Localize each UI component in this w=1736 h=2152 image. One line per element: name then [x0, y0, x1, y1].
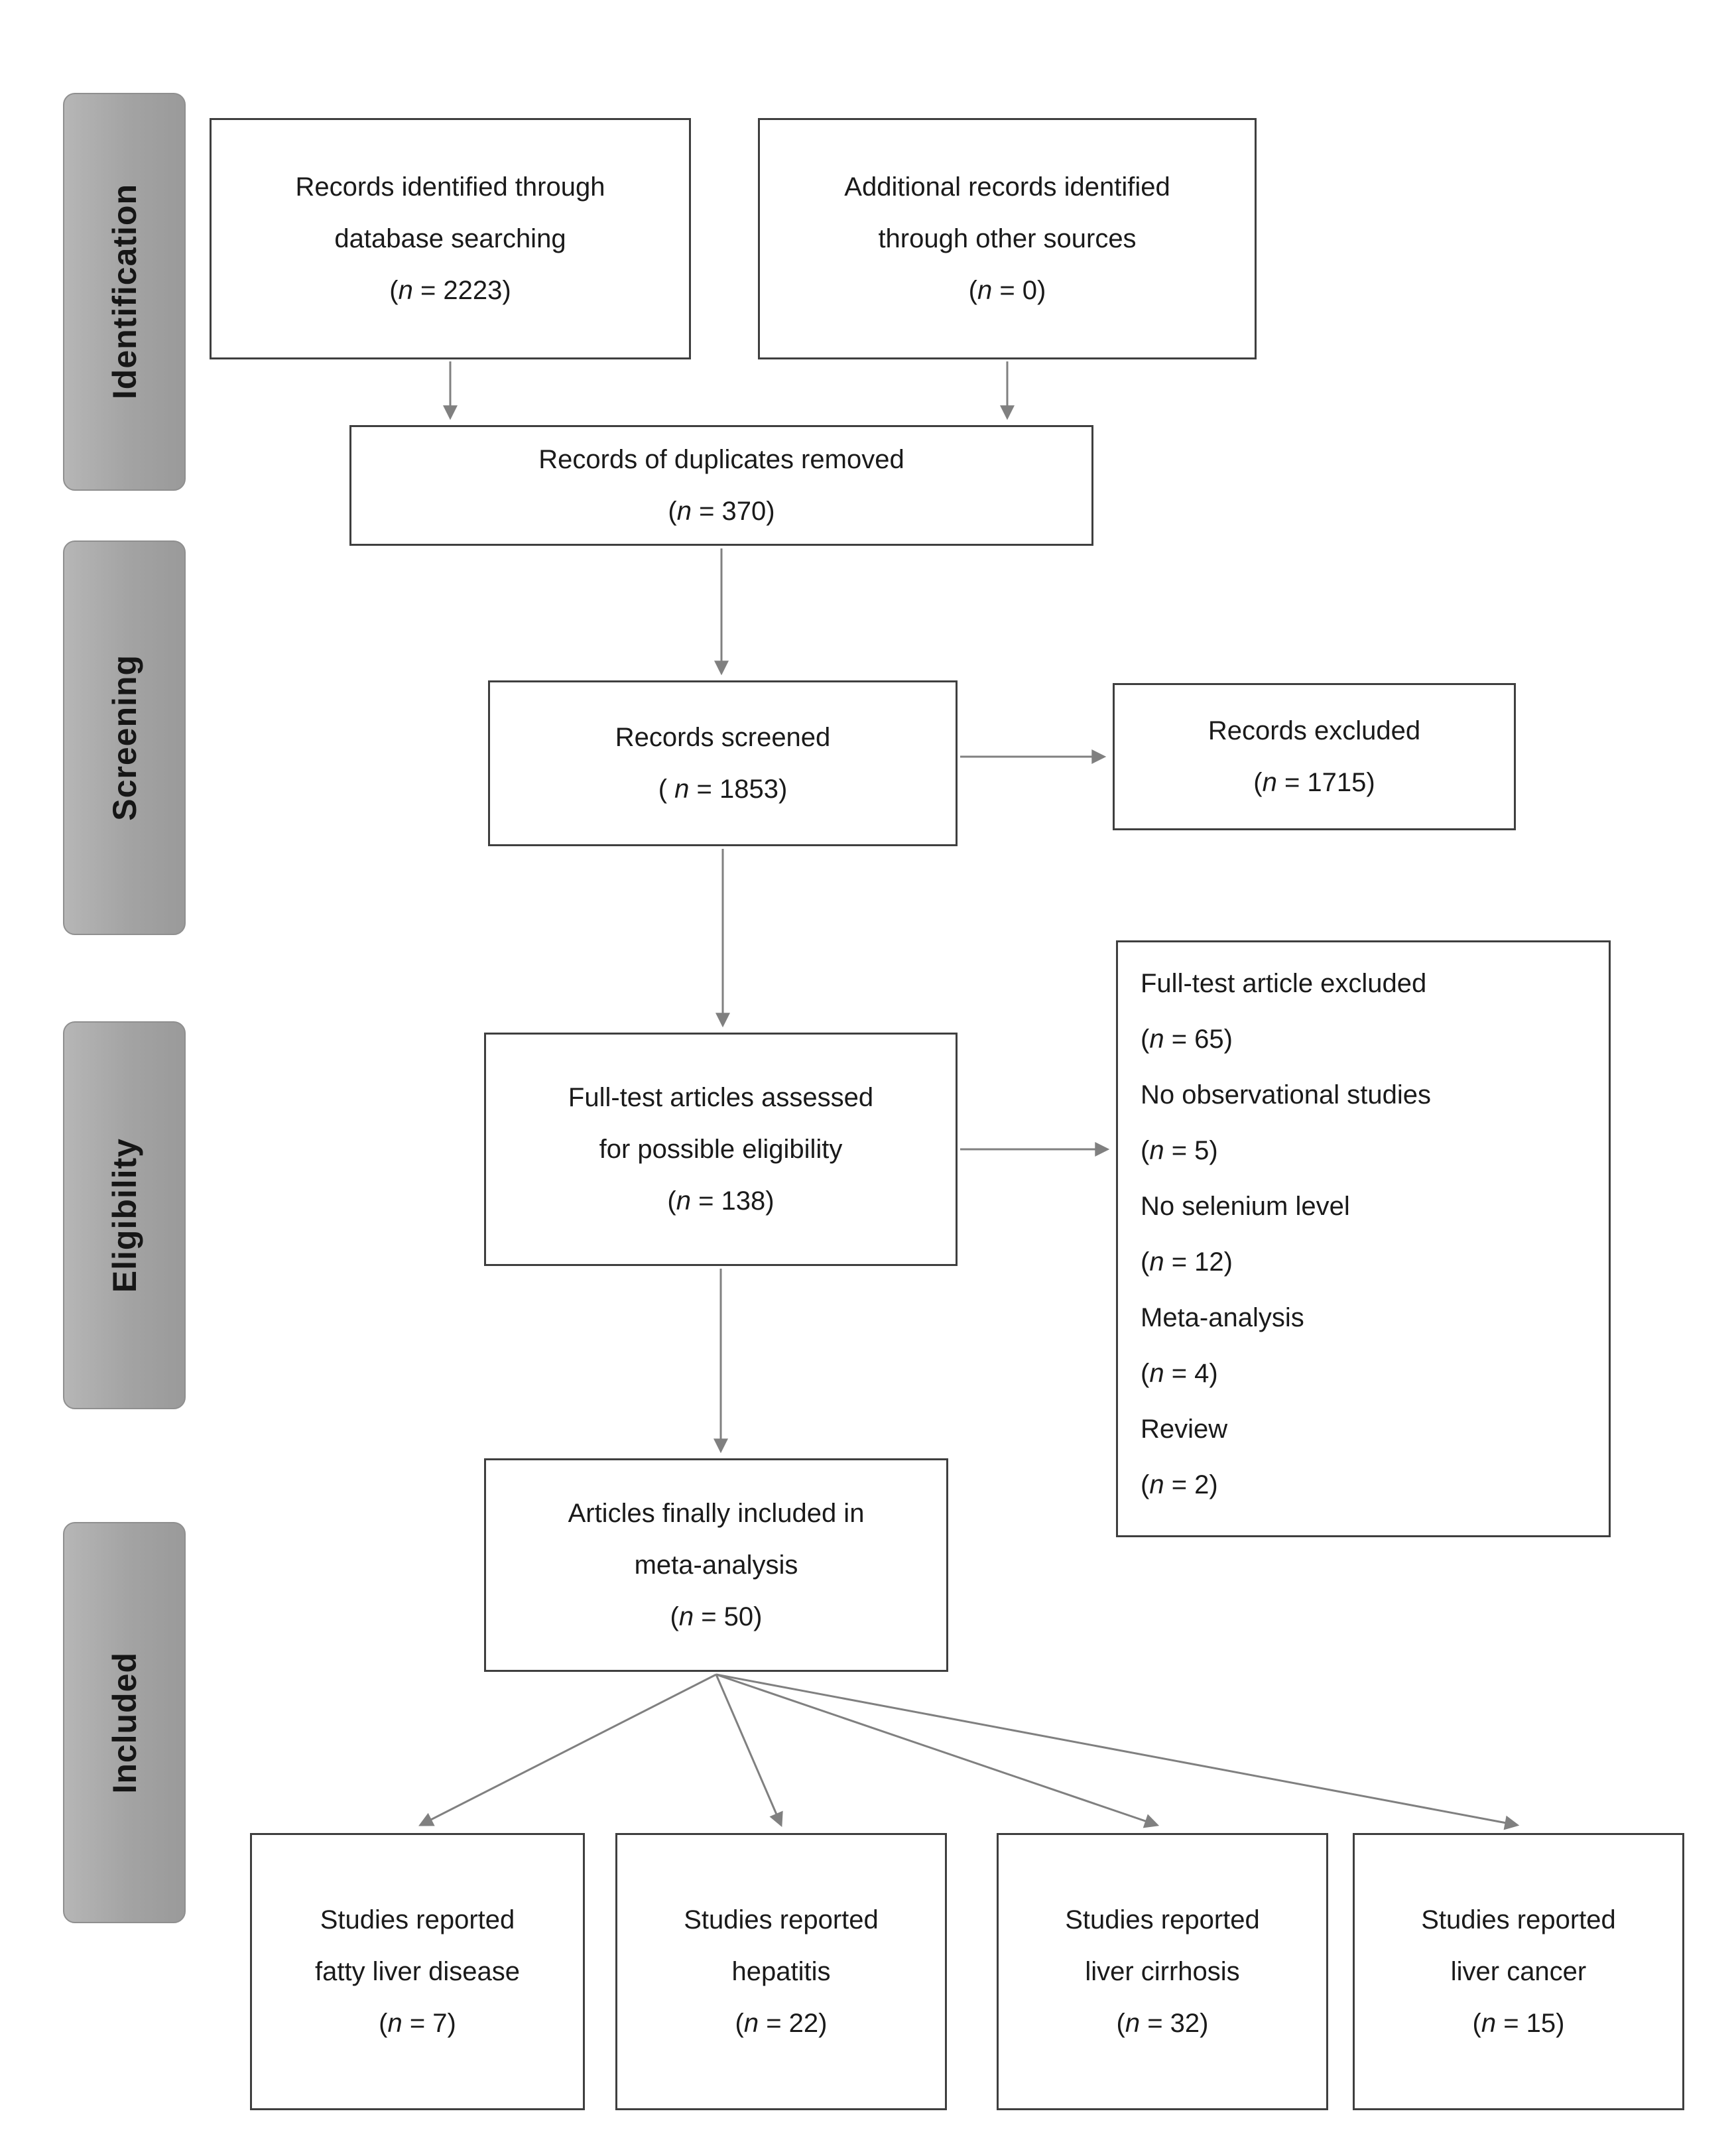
box-count-line: (n = 32): [1116, 2009, 1209, 2038]
box-records-screened: [488, 680, 958, 846]
box-text-line: through other sources: [878, 224, 1137, 253]
box-count-line: (n = 12): [1141, 1247, 1233, 1277]
box-count-line: (n = 370): [668, 497, 775, 526]
box-text-line: Records screened: [615, 723, 831, 752]
box-count-line: (n = 2): [1141, 1470, 1218, 1499]
arrow-final-to-cancer: [716, 1675, 1517, 1825]
box-fulltext-assessed: [484, 1033, 958, 1266]
box-fulltext-excluded: [1116, 940, 1611, 1537]
stage-included-label: Included: [105, 1651, 143, 1794]
arrow-final-to-cirrhosis: [716, 1675, 1157, 1825]
box-count-line: (n = 22): [735, 2009, 828, 2038]
box-count-line: (n = 4): [1141, 1359, 1218, 1388]
box-text-line: database searching: [334, 224, 566, 253]
box-studies-cirrhosis: [997, 1833, 1328, 2110]
box-count-line: (n = 15): [1472, 2009, 1565, 2038]
box-text-line: No observational studies: [1141, 1080, 1432, 1109]
box-records-excluded: [1113, 683, 1516, 830]
box-text-line: No selenium level: [1141, 1192, 1350, 1221]
box-duplicates-removed: [349, 425, 1093, 546]
box-studies-hepatitis: [615, 1833, 947, 2110]
box-text-line: Meta-analysis: [1141, 1303, 1304, 1332]
box-text-line: Review: [1141, 1415, 1228, 1444]
box-count-line: (n = 138): [667, 1186, 775, 1216]
box-text-line: Records excluded: [1208, 716, 1421, 745]
arrow-final-to-fatty-liver: [420, 1675, 716, 1825]
box-text-line: Studies reported: [320, 1905, 515, 1934]
box-text-line: Records of duplicates removed: [538, 445, 904, 474]
box-count-line: (n = 0): [968, 276, 1046, 305]
box-text-line: for possible eligibility: [599, 1135, 843, 1164]
box-text-line: fatty liver disease: [314, 1957, 521, 1986]
box-studies-cancer: [1353, 1833, 1684, 2110]
stage-eligibility-label: Eligibility: [105, 1137, 143, 1293]
stage-identification-label: Identification: [105, 184, 143, 400]
box-count-line: (n = 7): [379, 2009, 456, 2038]
box-count-line: (n = 1715): [1253, 768, 1375, 797]
stage-screening: [63, 540, 186, 935]
stage-included: [63, 1522, 186, 1923]
box-final-included: [484, 1458, 948, 1672]
box-count-line: ( n = 1853): [658, 775, 788, 804]
box-records-identified: [210, 118, 691, 359]
stage-screening-label: Screening: [105, 655, 143, 821]
box-count-line: (n = 2223): [389, 276, 511, 305]
stage-identification: [63, 93, 186, 491]
box-studies-fatty-liver: [250, 1833, 585, 2110]
box-count-line: (n = 65): [1141, 1025, 1233, 1054]
box-text-line: Studies reported: [1421, 1905, 1616, 1934]
arrow-final-to-hepatitis: [716, 1675, 781, 1825]
box-text-line: Additional records identified: [844, 172, 1170, 202]
box-text-line: Articles finally included in: [568, 1499, 865, 1528]
box-text-line: Studies reported: [684, 1905, 879, 1934]
stage-eligibility: [63, 1021, 186, 1409]
box-text-line: Studies reported: [1065, 1905, 1260, 1934]
box-count-line: (n = 5): [1141, 1136, 1218, 1165]
box-text-line: Full-test articles assessed: [568, 1083, 874, 1112]
box-text-line: meta-analysis: [634, 1551, 798, 1580]
box-text-line: liver cirrhosis: [1085, 1957, 1240, 1986]
box-text-line: Records identified through: [295, 172, 605, 202]
box-text-line: Full-test article excluded: [1141, 969, 1427, 998]
box-additional-records: [758, 118, 1257, 359]
box-text-line: hepatitis: [731, 1957, 831, 1986]
box-text-line: liver cancer: [1450, 1957, 1587, 1986]
box-count-line: (n = 50): [670, 1602, 763, 1631]
